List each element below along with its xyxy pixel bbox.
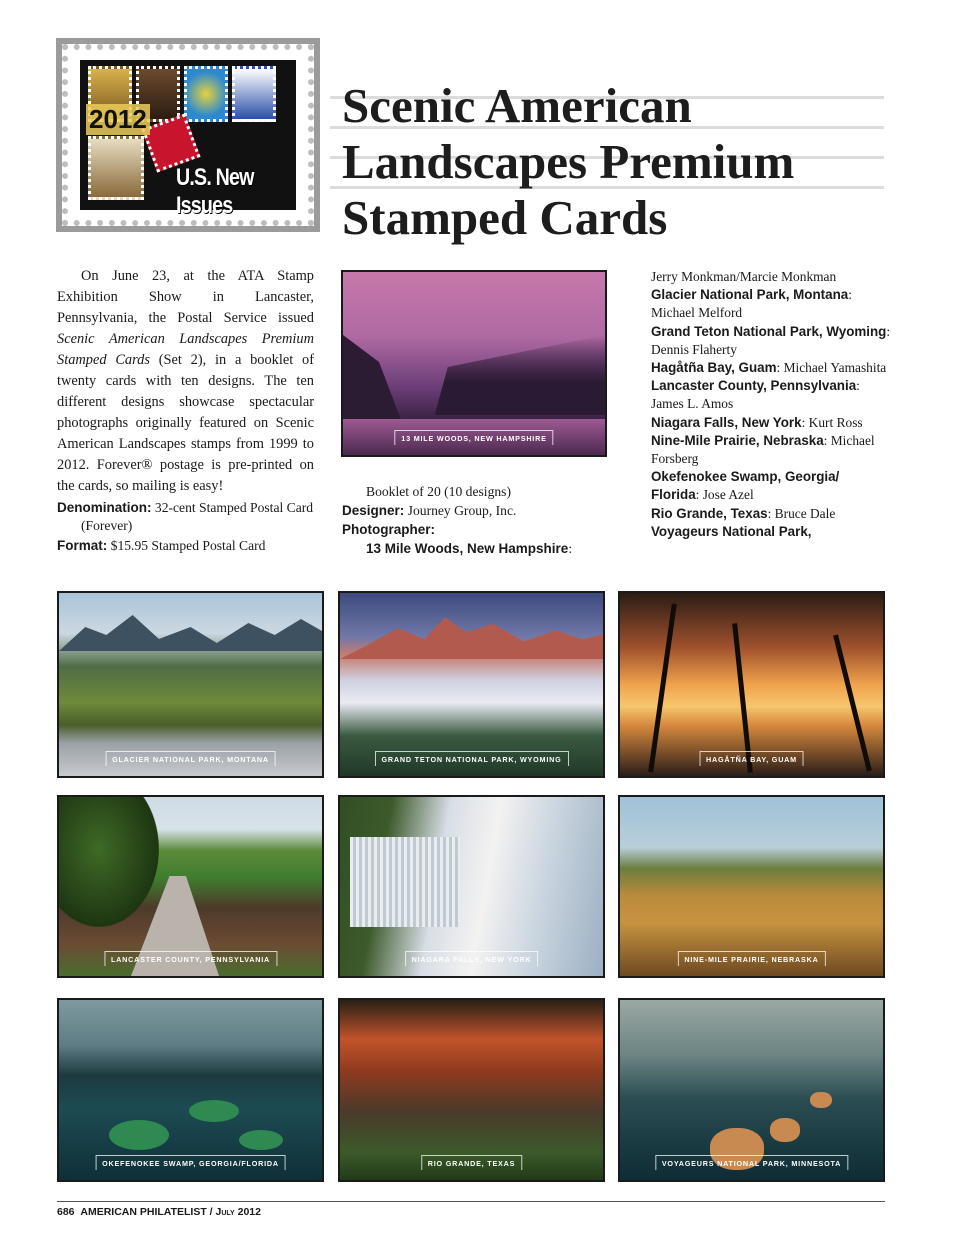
- denomination-label: Denomination:: [57, 500, 152, 515]
- article-title: [342, 78, 902, 246]
- photo-shape: [59, 611, 322, 651]
- photo-nine-mile-prairie: [618, 795, 885, 978]
- photo-shape: [340, 615, 603, 659]
- credit-place: Okefenokee Swamp, Georgia/ Florida: [651, 469, 840, 503]
- title-line: Scenic American: [342, 78, 692, 133]
- credit-place: 13 Mile Woods, New Hampshire: [366, 541, 569, 556]
- credit-entry: Okefenokee Swamp, Georgia/ Florida: Jose Azel: [651, 469, 840, 503]
- logo-mini-stamp: [88, 136, 144, 200]
- credit-photographer: Kurt Ross: [808, 414, 863, 430]
- designer-value: Journey Group, Inc.: [404, 503, 517, 518]
- credit-entry: Nine-Mile Prairie, Nebraska: Michael Forsberg: [651, 432, 875, 467]
- title-line: Landscapes Premium: [342, 134, 795, 189]
- photo-glacier: [57, 591, 324, 778]
- credit-place: Nine-Mile Prairie, Nebraska: [651, 432, 824, 448]
- photo-caption: GLACIER NATIONAL PARK, MONTANA: [105, 751, 276, 766]
- logo-collage: [80, 60, 296, 219]
- photo-shape: [770, 1118, 800, 1142]
- credit-photographer: Michael Melford: [651, 305, 743, 321]
- booklet-line: Booklet of 20 (10 designs): [366, 484, 511, 499]
- photo-shape: [833, 634, 872, 771]
- us-new-issues-logo: [56, 38, 320, 232]
- photo-13-mile-woods: [341, 270, 607, 457]
- credit-colon: :: [568, 541, 573, 556]
- format-label: Format:: [57, 538, 108, 553]
- title-line: Stamped Cards: [342, 190, 668, 245]
- photo-shape: [189, 1100, 239, 1122]
- credit-photographer: Michael Yamashita: [783, 360, 887, 376]
- photo-niagara: [338, 795, 605, 978]
- credit-photographer: Jose Azel: [702, 487, 754, 503]
- credit-place: Voyageurs National Park,: [651, 523, 812, 539]
- photo-caption: NINE-MILE PRAIRIE, NEBRASKA: [677, 951, 825, 966]
- credits-column-right: [651, 268, 891, 541]
- photo-caption: RIO GRANDE, TEXAS: [421, 1155, 522, 1170]
- credit-entry: Lancaster County, Pennsylvania: James L. Amos: [651, 378, 860, 412]
- format-line: [57, 537, 314, 555]
- credit-place: Glacier National Park, Montana: [651, 287, 849, 303]
- page-number: 686: [57, 1206, 75, 1218]
- credit-photographer: Michael Forsberg: [651, 432, 875, 467]
- intro-text: On June 23, at the ATA Stamp Exhibition Show in Lancaster, Pennsylvania, the Postal Service issued: [57, 268, 314, 326]
- photo-caption: VOYAGEURS NATIONAL PARK, MINNESOTA: [655, 1155, 848, 1170]
- photo-shape: [239, 1130, 283, 1150]
- credit-entry: [651, 268, 891, 286]
- photo-shape: [648, 603, 677, 772]
- credit-photographer: Jerry Monkman/Marcie Monkman: [651, 269, 837, 284]
- photographer-label: Photographer:: [342, 522, 435, 537]
- logo-year: 2012: [86, 104, 150, 135]
- designer-line: [342, 501, 612, 520]
- credit-place: Hagåtña Bay, Guam: [651, 360, 777, 376]
- photo-okefenokee: [57, 998, 324, 1182]
- credit-entry: Hagåtña Bay, Guam: Michael Yamashita: [651, 360, 887, 376]
- photo-caption: GRAND TETON NATIONAL PARK, WYOMING: [375, 751, 569, 766]
- intro-column: [57, 266, 314, 555]
- photo-shape: [109, 1120, 169, 1150]
- credit-entry: [651, 523, 891, 541]
- denomination-line: [57, 499, 314, 535]
- photo-voyageurs: [618, 998, 885, 1182]
- logo-mini-stamp: [232, 66, 276, 122]
- photo-shape: [350, 837, 460, 927]
- photo-shape: [59, 797, 159, 927]
- denomination-value: 32-cent Stamped Postal Card (Forever): [81, 500, 314, 533]
- photo-caption: LANCASTER COUNTY, PENNSYLVANIA: [104, 951, 277, 966]
- designer-label: Designer:: [342, 503, 405, 518]
- credit-photographer: James L. Amos: [651, 396, 734, 412]
- intro-paragraph: [57, 266, 314, 497]
- photo-caption: 13 MILE WOODS, NEW HAMPSHIRE: [394, 430, 553, 445]
- format-value: $15.95 Stamped Postal Card: [107, 538, 266, 553]
- credit-photographer: Dennis Flaherty: [651, 341, 737, 357]
- footer-rule: [57, 1201, 885, 1202]
- credit-place: Niagara Falls, New York: [651, 414, 802, 430]
- issue-date: / July 2012: [206, 1206, 261, 1218]
- logo-stamp-frame: [62, 44, 314, 226]
- intro-text-rest: (Set 2), in a booklet of twenty cards with ten designs. The ten different designs showcase spectacular photographs originally featured on Scenic American Landscapes stamps from 1999 to 2012. Forever® postage is pre-printed on the cards, so mailing is easy!: [57, 352, 314, 494]
- logo-mini-stamp: [184, 66, 228, 122]
- photo-hagatna-bay: [618, 591, 885, 778]
- photo-rio-grande: [338, 998, 605, 1182]
- credit-place: Lancaster County, Pennsylvania: [651, 378, 857, 394]
- credit-entry: Niagara Falls, New York: Kurt Ross: [651, 414, 863, 430]
- photo-shape: [343, 335, 403, 425]
- first-credit: [342, 539, 612, 558]
- credit-photographer: Bruce Dale: [774, 505, 836, 521]
- photo-caption: HAGÅTÑA BAY, GUAM: [699, 751, 804, 766]
- issue-name: Scenic American Landscapes Premium Stamped Cards: [57, 331, 314, 368]
- credit-entry: Grand Teton National Park, Wyoming: Dennis Flaherty: [651, 323, 891, 357]
- credit-place: Rio Grande, Texas: [651, 505, 768, 521]
- page-footer: [57, 1206, 261, 1218]
- magazine-name: AMERICAN PHILATELIST: [80, 1206, 207, 1218]
- photo-caption: OKEFENOKEE SWAMP, GEORGIA/FLORIDA: [95, 1155, 286, 1170]
- photo-shape: [810, 1092, 832, 1108]
- photo-grand-teton: [338, 591, 605, 778]
- credit-entry: Glacier National Park, Montana: Michael Melford: [651, 287, 852, 321]
- credits-column-middle: [342, 482, 612, 558]
- photo-caption: NIAGARA FALLS, NEW YORK: [405, 951, 539, 966]
- logo-caption: U.S. New Issues: [176, 164, 254, 219]
- credit-place: Grand Teton National Park, Wyoming: [651, 323, 887, 339]
- credit-entry: Rio Grande, Texas: Bruce Dale: [651, 505, 836, 521]
- photo-lancaster: [57, 795, 324, 978]
